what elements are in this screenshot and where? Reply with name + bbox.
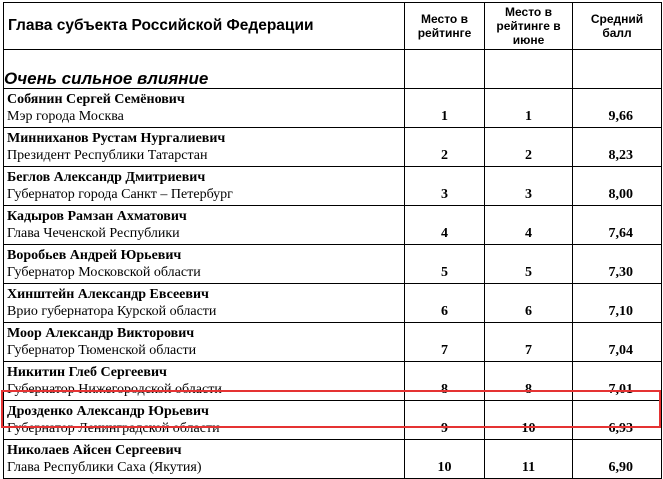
table-row — [4, 245, 662, 284]
header-name: Глава субъекта Российской Федерации — [4, 3, 405, 50]
score-cell: 8,23 — [573, 128, 662, 167]
rank-cell: 5 — [405, 245, 485, 284]
june-rank-cell: 8 — [485, 362, 573, 401]
table-row — [4, 440, 662, 479]
june-rank-cell: 11 — [485, 440, 573, 479]
governor-name: Хинштейн Александр Евсеевич — [7, 287, 209, 302]
section-empty-cell — [485, 50, 573, 89]
rank-cell: 9 — [405, 401, 485, 440]
name-cell — [4, 323, 405, 362]
score-cell: 9,66 — [573, 89, 662, 128]
governor-post: Губернатор Нижегородской области — [7, 382, 222, 397]
score-cell: 7,01 — [573, 362, 662, 401]
june-rank-cell: 5 — [485, 245, 573, 284]
governor-rating-table — [3, 2, 662, 479]
score-cell: 7,04 — [573, 323, 662, 362]
table-row — [4, 89, 662, 128]
header-score: Средний балл — [573, 3, 662, 50]
governor-name: Собянин Сергей Семёнович — [7, 92, 185, 107]
governor-post: Губернатор Тюменской области — [7, 343, 197, 358]
governor-name: Николаев Айсен Сергеевич — [7, 443, 182, 458]
section-empty-cell — [573, 50, 662, 89]
score-cell: 8,00 — [573, 167, 662, 206]
name-cell — [4, 167, 405, 206]
governor-post: Губернатор города Санкт – Петербург — [7, 187, 233, 202]
rows-body — [4, 89, 662, 479]
table-row — [4, 362, 662, 401]
june-rank-cell: 10 — [485, 401, 573, 440]
table-row — [4, 206, 662, 245]
score-cell: 6,93 — [573, 401, 662, 440]
governor-name: Моор Александр Викторович — [7, 326, 195, 341]
governor-post: Врио губернатора Курской области — [7, 304, 217, 319]
score-cell: 6,90 — [573, 440, 662, 479]
score-cell: 7,64 — [573, 206, 662, 245]
name-cell — [4, 89, 405, 128]
june-rank-cell: 1 — [485, 89, 573, 128]
rank-cell: 4 — [405, 206, 485, 245]
rank-cell: 3 — [405, 167, 485, 206]
governor-name: Никитин Глеб Сергеевич — [7, 365, 167, 380]
score-cell: 7,10 — [573, 284, 662, 323]
header-rank: Место в рейтинге — [405, 3, 485, 50]
governor-name: Дрозденко Александр Юрьевич — [7, 404, 209, 419]
name-cell — [4, 284, 405, 323]
section-empty-cell — [405, 50, 485, 89]
june-rank-cell: 6 — [485, 284, 573, 323]
name-cell — [4, 206, 405, 245]
governor-post: Губернатор Ленинградской области — [7, 421, 220, 436]
june-rank-cell: 7 — [485, 323, 573, 362]
score-cell: 7,30 — [573, 245, 662, 284]
governor-post: Мэр города Москва — [7, 109, 124, 124]
governor-name: Воробьев Андрей Юрьевич — [7, 248, 182, 263]
governor-name: Беглов Александр Дмитриевич — [7, 170, 206, 185]
rank-cell: 10 — [405, 440, 485, 479]
header-row — [4, 3, 662, 50]
name-cell — [4, 362, 405, 401]
rank-cell: 8 — [405, 362, 485, 401]
governor-post: Глава Чеченской Республики — [7, 226, 180, 241]
rank-cell: 2 — [405, 128, 485, 167]
table-row — [4, 284, 662, 323]
june-rank-cell: 4 — [485, 206, 573, 245]
june-rank-cell: 3 — [485, 167, 573, 206]
header-june: Место в рейтинге в июне — [485, 3, 573, 50]
governor-name: Минниханов Рустам Нургалиевич — [7, 131, 226, 146]
table-row — [4, 128, 662, 167]
table-row — [4, 167, 662, 206]
section-row — [4, 50, 662, 89]
rank-cell: 1 — [405, 89, 485, 128]
governor-post: Губернатор Московской области — [7, 265, 201, 280]
name-cell — [4, 128, 405, 167]
governor-post: Президент Республики Татарстан — [7, 148, 208, 163]
table-row — [4, 323, 662, 362]
table-row — [4, 401, 662, 440]
june-rank-cell: 2 — [485, 128, 573, 167]
section-title: Очень сильное влияние — [4, 50, 405, 89]
rank-cell: 6 — [405, 284, 485, 323]
name-cell — [4, 245, 405, 284]
rank-cell: 7 — [405, 323, 485, 362]
governor-post: Глава Республики Саха (Якутия) — [7, 460, 202, 475]
governor-name: Кадыров Рамзан Ахматович — [7, 209, 187, 224]
name-cell — [4, 440, 405, 479]
name-cell — [4, 401, 405, 440]
